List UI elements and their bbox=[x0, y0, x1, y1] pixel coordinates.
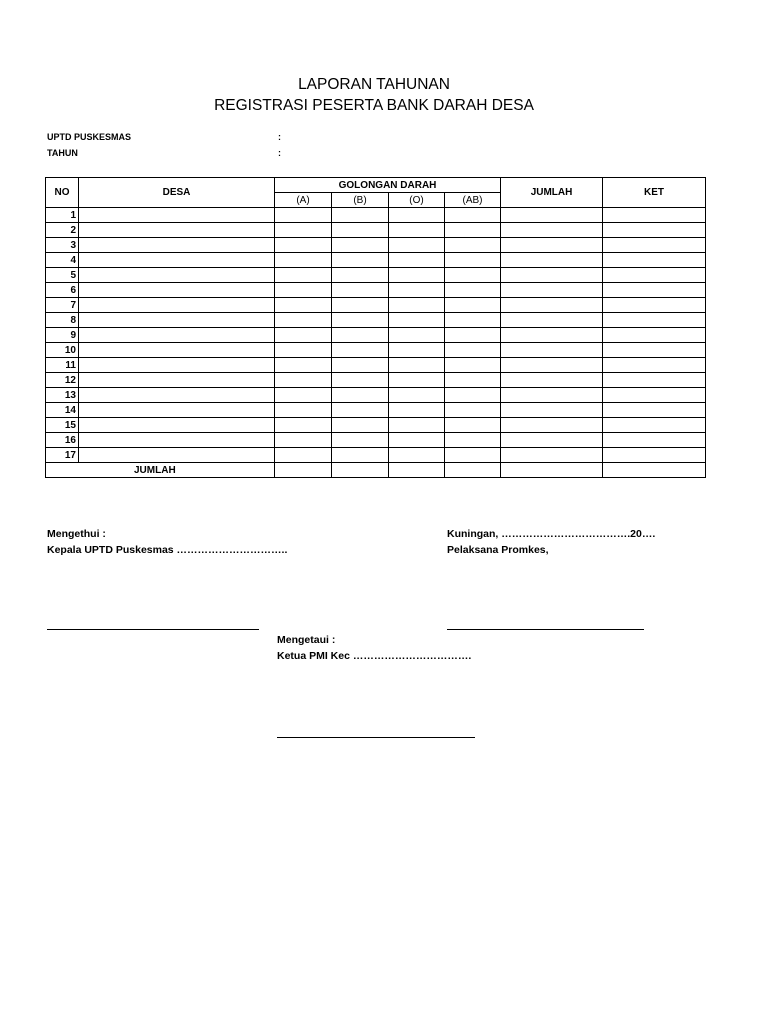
cell-o bbox=[389, 448, 445, 463]
col-b-header: (B) bbox=[332, 193, 389, 208]
cell-a bbox=[275, 268, 332, 283]
table-row bbox=[46, 253, 706, 268]
row-number: 7 bbox=[46, 298, 79, 313]
total-cell-ket bbox=[603, 463, 706, 478]
cell-o bbox=[389, 403, 445, 418]
cell-jumlah bbox=[501, 268, 603, 283]
cell-o bbox=[389, 358, 445, 373]
center-signature-line bbox=[277, 737, 475, 738]
right-signature-line bbox=[447, 629, 644, 630]
cell-desa bbox=[79, 388, 275, 403]
table-row bbox=[46, 223, 706, 238]
cell-b bbox=[332, 238, 389, 253]
cell-a bbox=[275, 418, 332, 433]
cell-b bbox=[332, 223, 389, 238]
total-cell-b bbox=[332, 463, 389, 478]
cell-ket bbox=[603, 328, 706, 343]
report-title: LAPORAN TAHUNAN bbox=[298, 76, 450, 93]
cell-jumlah bbox=[501, 298, 603, 313]
cell-ket bbox=[603, 238, 706, 253]
cell-ket bbox=[603, 358, 706, 373]
total-cell-a bbox=[275, 463, 332, 478]
cell-desa bbox=[79, 313, 275, 328]
cell-o bbox=[389, 223, 445, 238]
cell-a bbox=[275, 358, 332, 373]
cell-ket bbox=[603, 418, 706, 433]
cell-desa bbox=[79, 238, 275, 253]
cell-b bbox=[332, 343, 389, 358]
table-row bbox=[46, 388, 706, 403]
cell-a bbox=[275, 403, 332, 418]
cell-ket bbox=[603, 388, 706, 403]
report-subtitle: REGISTRASI PESERTA BANK DARAH DESA bbox=[214, 97, 534, 114]
cell-desa bbox=[79, 448, 275, 463]
cell-o bbox=[389, 238, 445, 253]
right-approver-role: Pelaksana Promkes, bbox=[447, 544, 549, 556]
cell-b bbox=[332, 268, 389, 283]
cell-jumlah bbox=[501, 448, 603, 463]
left-approver-role: Kepala UPTD Puskesmas ………………………….. bbox=[47, 544, 288, 556]
cell-jumlah bbox=[501, 328, 603, 343]
cell-a bbox=[275, 388, 332, 403]
puskesmas-colon: : bbox=[278, 132, 281, 142]
total-row bbox=[46, 463, 706, 478]
cell-jumlah bbox=[501, 313, 603, 328]
cell-b bbox=[332, 448, 389, 463]
cell-b bbox=[332, 313, 389, 328]
cell-jumlah bbox=[501, 388, 603, 403]
col-jumlah-header: JUMLAH bbox=[501, 178, 603, 208]
cell-ket bbox=[603, 208, 706, 223]
row-number: 4 bbox=[46, 253, 79, 268]
row-number: 6 bbox=[46, 283, 79, 298]
cell-ket bbox=[603, 343, 706, 358]
cell-desa bbox=[79, 298, 275, 313]
row-number: 14 bbox=[46, 403, 79, 418]
cell-ab bbox=[445, 268, 501, 283]
cell-jumlah bbox=[501, 403, 603, 418]
table-row bbox=[46, 298, 706, 313]
cell-ket bbox=[603, 433, 706, 448]
cell-o bbox=[389, 313, 445, 328]
cell-desa bbox=[79, 253, 275, 268]
cell-ket bbox=[603, 313, 706, 328]
cell-o bbox=[389, 208, 445, 223]
col-no-header: NO bbox=[46, 178, 79, 208]
cell-desa bbox=[79, 208, 275, 223]
cell-jumlah bbox=[501, 358, 603, 373]
cell-jumlah bbox=[501, 283, 603, 298]
cell-b bbox=[332, 418, 389, 433]
cell-o bbox=[389, 388, 445, 403]
cell-o bbox=[389, 373, 445, 388]
cell-ab bbox=[445, 448, 501, 463]
row-number: 16 bbox=[46, 433, 79, 448]
cell-a bbox=[275, 433, 332, 448]
cell-ket bbox=[603, 253, 706, 268]
cell-a bbox=[275, 283, 332, 298]
cell-jumlah bbox=[501, 223, 603, 238]
cell-desa bbox=[79, 418, 275, 433]
cell-ab bbox=[445, 208, 501, 223]
row-number: 9 bbox=[46, 328, 79, 343]
cell-ab bbox=[445, 418, 501, 433]
cell-a bbox=[275, 448, 332, 463]
left-approval-heading: Mengethui : bbox=[47, 528, 106, 540]
cell-o bbox=[389, 433, 445, 448]
cell-ab bbox=[445, 403, 501, 418]
cell-desa bbox=[79, 433, 275, 448]
cell-a bbox=[275, 298, 332, 313]
cell-desa bbox=[79, 328, 275, 343]
cell-b bbox=[332, 433, 389, 448]
table-row bbox=[46, 328, 706, 343]
table-row bbox=[46, 283, 706, 298]
row-number: 1 bbox=[46, 208, 79, 223]
table-row bbox=[46, 418, 706, 433]
col-ket-header: KET bbox=[603, 178, 706, 208]
place-date-line: Kuningan, ……………………………….20…. bbox=[447, 528, 656, 540]
row-number: 13 bbox=[46, 388, 79, 403]
table-row bbox=[46, 403, 706, 418]
cell-ab bbox=[445, 343, 501, 358]
col-ab-header: (AB) bbox=[445, 193, 501, 208]
cell-b bbox=[332, 283, 389, 298]
table-row bbox=[46, 358, 706, 373]
tahun-colon: : bbox=[278, 148, 281, 158]
cell-a bbox=[275, 253, 332, 268]
cell-ab bbox=[445, 313, 501, 328]
cell-ab bbox=[445, 238, 501, 253]
cell-b bbox=[332, 388, 389, 403]
cell-b bbox=[332, 328, 389, 343]
cell-o bbox=[389, 253, 445, 268]
puskesmas-label: UPTD PUSKESMAS bbox=[47, 132, 132, 142]
cell-a bbox=[275, 223, 332, 238]
cell-ket bbox=[603, 223, 706, 238]
cell-ab bbox=[445, 328, 501, 343]
col-desa-header: DESA bbox=[79, 178, 275, 208]
cell-ket bbox=[603, 403, 706, 418]
table-row bbox=[46, 238, 706, 253]
table-row bbox=[46, 433, 706, 448]
cell-ab bbox=[445, 358, 501, 373]
cell-ket bbox=[603, 373, 706, 388]
left-signature-line bbox=[47, 629, 259, 630]
cell-ab bbox=[445, 298, 501, 313]
row-number: 5 bbox=[46, 268, 79, 283]
cell-a bbox=[275, 238, 332, 253]
cell-ket bbox=[603, 448, 706, 463]
cell-ket bbox=[603, 298, 706, 313]
total-label: JUMLAH bbox=[46, 463, 275, 478]
cell-b bbox=[332, 373, 389, 388]
cell-desa bbox=[79, 358, 275, 373]
cell-b bbox=[332, 403, 389, 418]
cell-o bbox=[389, 283, 445, 298]
cell-a bbox=[275, 328, 332, 343]
cell-o bbox=[389, 298, 445, 313]
cell-b bbox=[332, 208, 389, 223]
table-row bbox=[46, 373, 706, 388]
cell-desa bbox=[79, 373, 275, 388]
total-cell-ab bbox=[445, 463, 501, 478]
cell-ab bbox=[445, 373, 501, 388]
cell-b bbox=[332, 253, 389, 268]
row-number: 17 bbox=[46, 448, 79, 463]
col-a-header: (A) bbox=[275, 193, 332, 208]
total-cell-o bbox=[389, 463, 445, 478]
cell-ket bbox=[603, 268, 706, 283]
cell-o bbox=[389, 418, 445, 433]
center-approval-heading: Mengetaui : bbox=[277, 634, 336, 646]
table-row bbox=[46, 313, 706, 328]
cell-jumlah bbox=[501, 238, 603, 253]
tahun-label: TAHUN bbox=[47, 148, 78, 158]
cell-b bbox=[332, 298, 389, 313]
cell-o bbox=[389, 328, 445, 343]
cell-desa bbox=[79, 223, 275, 238]
cell-desa bbox=[79, 343, 275, 358]
cell-a bbox=[275, 208, 332, 223]
row-number: 10 bbox=[46, 343, 79, 358]
puskesmas-field bbox=[47, 132, 281, 142]
cell-desa bbox=[79, 283, 275, 298]
cell-o bbox=[389, 343, 445, 358]
cell-desa bbox=[79, 268, 275, 283]
total-cell-jumlah bbox=[501, 463, 603, 478]
table-row bbox=[46, 208, 706, 223]
cell-ab bbox=[445, 253, 501, 268]
table-row bbox=[46, 343, 706, 358]
cell-desa bbox=[79, 403, 275, 418]
cell-b bbox=[332, 358, 389, 373]
cell-a bbox=[275, 313, 332, 328]
cell-jumlah bbox=[501, 373, 603, 388]
cell-jumlah bbox=[501, 433, 603, 448]
cell-ab bbox=[445, 433, 501, 448]
cell-ab bbox=[445, 223, 501, 238]
center-approver-role: Ketua PMI Kec ……………………………. bbox=[277, 650, 472, 662]
cell-ab bbox=[445, 283, 501, 298]
cell-a bbox=[275, 373, 332, 388]
cell-jumlah bbox=[501, 208, 603, 223]
cell-a bbox=[275, 343, 332, 358]
registration-table bbox=[45, 177, 706, 478]
col-o-header: (O) bbox=[389, 193, 445, 208]
row-number: 2 bbox=[46, 223, 79, 238]
cell-ket bbox=[603, 283, 706, 298]
tahun-field bbox=[47, 148, 281, 158]
table-row bbox=[46, 448, 706, 463]
cell-ab bbox=[445, 388, 501, 403]
cell-jumlah bbox=[501, 253, 603, 268]
row-number: 12 bbox=[46, 373, 79, 388]
row-number: 11 bbox=[46, 358, 79, 373]
row-number: 15 bbox=[46, 418, 79, 433]
row-number: 3 bbox=[46, 238, 79, 253]
cell-jumlah bbox=[501, 418, 603, 433]
col-golongan-darah-header: GOLONGAN DARAH bbox=[275, 178, 501, 193]
cell-jumlah bbox=[501, 343, 603, 358]
cell-o bbox=[389, 268, 445, 283]
row-number: 8 bbox=[46, 313, 79, 328]
table-row bbox=[46, 268, 706, 283]
